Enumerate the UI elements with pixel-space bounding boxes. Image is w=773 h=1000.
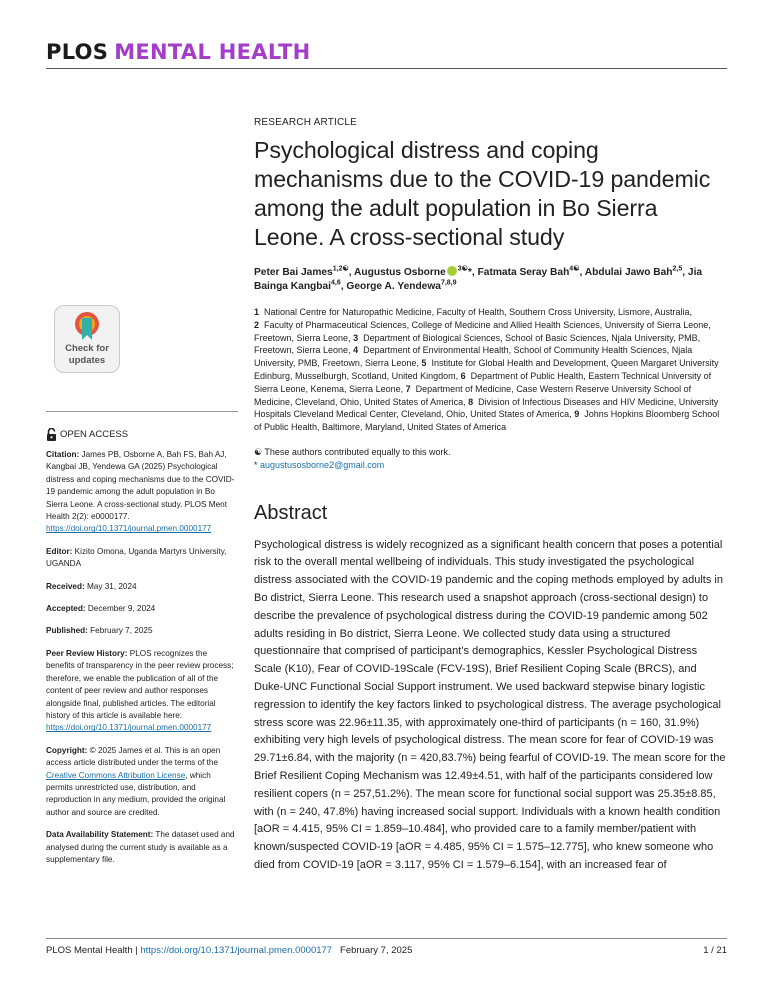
author-separator: , — [348, 267, 355, 278]
received-label: Received: — [46, 581, 85, 591]
copyright-label: Copyright: — [46, 745, 88, 755]
copyright-text: © 2025 James et al. This is an open access article distributed under the terms of the — [46, 745, 221, 768]
author-affiliation-marker: 4,6 — [330, 279, 341, 287]
author-notes — [254, 446, 726, 472]
affiliation-text: Department of Public Health, Eastern Technical University of Sierra Leone, Kenema, Sierra Leone, — [254, 370, 712, 394]
open-access-text: OPEN ACCESS — [60, 429, 129, 440]
journal-name[interactable]: MENTAL HEALTH — [114, 40, 311, 64]
author-entry — [346, 281, 456, 292]
article-sidebar — [46, 305, 238, 866]
accepted-block — [46, 603, 238, 615]
check-for-updates-line2: updates — [68, 355, 106, 366]
abstract-text: Psychological distress is widely recognized as a significant health concern that poses a potential risk to the overall mental wellbeing of individuals. This study investigated the psychological distress associated with the COVID-19 pandemic and the coping methods employed by adults in Bo district, Sierra Leone. This research used a snapshot approach (cross-sectional design) to describe the prevalence of psychological distress during the COVID-19 pandemic among 502 adults residing in Bo district, Sierra Leone. We collected study data using a structured questionnaire that comprised of participant’s demographics, Kessler Psychological Distress Scale (K10), Fear of COVID-19Scale (FCV-19S), Brief Resilient Coping Scale (BRCS), and Duke-UNC Functional Social Support instrument. We used backward stepwise binary logistic regression to identify the key factors linked to psychological distress. The average psychological stress score was 22.96±11.35, with approximately one-third of participants (n = 160, 31.9%) exhibiting very high levels of psychological distress. The mean score for fear of COVID-19 was 29.71±6.84, with the majority (n = 420,83.7%) being fearful of COVID-19. The mean score for the Brief Resilient Coping Mechanism was 12.49±4.51, with half of the participants considered low resilient copers (n = 257,51.2%). The mean score for functional social support was 25.35±8.85, with (n = 240, 47.8%) having increased social support. Individuals with a known health condition [aOR = 4.415, 95% CI = 1.859–10.484], who provided care to a family member/patient with known/suspected COVID-19 [aOR = 4.485, 95% CI = 1.575–12.775], who knew someone who died from COVID-19 [aOR = 3.117, 95% CI = 1.579–6.154], with an increased fear of — [254, 538, 726, 871]
editor-block — [46, 546, 238, 571]
page-footer — [46, 945, 727, 956]
author-separator: , — [340, 281, 347, 292]
open-access-label — [46, 428, 238, 441]
editor-label: Editor: — [46, 546, 73, 556]
open-lock-icon — [46, 428, 57, 441]
affiliation-number: 8 — [468, 396, 474, 407]
author-name: Fatmata Seray Bah — [477, 267, 570, 278]
page-number: 1 / 21 — [703, 945, 727, 956]
check-for-updates-line1: Check for — [65, 343, 109, 354]
affiliation-number: 2 — [254, 319, 260, 330]
affiliation-number: 1 — [254, 307, 260, 317]
affiliation-number: 3 — [353, 332, 359, 343]
author-name: Abdulai Jawo Bah — [584, 267, 673, 278]
affiliation-entry — [254, 307, 692, 317]
affiliation-text: National Centre for Naturopathic Medicine, Faculty of Health, Southern Cross University, Lismore, Australia, — [264, 307, 693, 317]
author-affiliation-marker: 3☯ — [457, 265, 468, 273]
affiliation-text: Faculty of Pharmaceutical Sciences, College of Medicine and Allied Health Sciences, University of Sierra Leone, Freetown, Sierra Leone, — [254, 319, 711, 343]
affiliation-number: 4 — [353, 345, 359, 356]
author-name: Augustus Osborne — [354, 267, 446, 278]
affiliation-list — [254, 306, 726, 434]
corresponding-email-link[interactable]: augustusosborne2@gmail.com — [260, 459, 385, 470]
received-date: May 31, 2024 — [86, 581, 137, 591]
author-affiliation-marker: 1,2☯ — [332, 265, 349, 273]
corresponding-star: * — [467, 267, 472, 278]
corresponding-author-note — [254, 459, 726, 472]
affiliation-number: 6 — [460, 370, 466, 381]
author-affiliation-marker: 4☯ — [569, 265, 580, 273]
affiliation-text: Johns Hopkins Bloomberg School of Public Health, Baltimore, Maryland, United States of America — [254, 409, 720, 433]
affiliation-text: Division of Infectious Diseases and HIV Medicine, University Hospitals Cleveland Medical Center, Cleveland, Ohio, United States of America, — [254, 396, 719, 420]
citation-doi-link[interactable]: https://doi.org/10.1371/journal.pmen.0000177 — [46, 524, 212, 534]
peer-review-link[interactable]: https://doi.org/10.1371/journal.pmen.0000177 — [46, 723, 212, 733]
peer-review-label: Peer Review History: — [46, 648, 128, 658]
published-date: February 7, 2025 — [90, 626, 153, 636]
affiliation-number: 7 — [405, 383, 411, 394]
author-separator: , — [579, 267, 585, 278]
copyright-block — [46, 745, 238, 819]
copyright-text-end: , which permits unrestricted use, distribution, and reproduction in any medium, provided the original author and source are credited. — [46, 770, 226, 817]
published-block — [46, 625, 238, 637]
affiliation-number: 5 — [421, 358, 427, 369]
received-block — [46, 581, 238, 593]
footer-date: February 7, 2025 — [340, 945, 413, 956]
author-affiliation-marker: 7,8,9 — [440, 279, 457, 287]
article-title: Psychological distress and coping mechanisms due to the COVID-19 pandemic among the adult population in Bo Sierra Leone. A cross-sectional study — [254, 137, 711, 250]
data-availability-label: Data Availability Statement: — [46, 830, 154, 840]
journal-header — [46, 40, 311, 66]
footer-journal: PLOS Mental Health | — [46, 945, 138, 956]
affiliation-number: 9 — [574, 409, 580, 420]
article-type: RESEARCH ARTICLE — [254, 117, 358, 128]
author-affiliation-marker: 2,5 — [672, 265, 683, 273]
article-main — [254, 117, 726, 875]
author-separator: , — [471, 267, 478, 278]
author-entry — [354, 267, 478, 278]
author-entry — [254, 267, 354, 278]
license-link[interactable]: Creative Commons Attribution License — [46, 770, 186, 780]
author-entry — [478, 267, 585, 278]
author-name: Peter Bai James — [254, 267, 333, 278]
header-divider — [46, 68, 727, 69]
sidebar-divider — [46, 411, 238, 412]
equal-contribution-note: ☯ These authors contributed equally to this work. — [254, 446, 451, 457]
peer-review-text: PLOS recognizes the benefits of transparency in the peer review process; therefore, we enable the publication of all of the content of peer review and author responses alongside final, published articles. The editorial history of this article is available here: — [46, 648, 234, 720]
plos-logo[interactable]: PLOS — [46, 40, 109, 64]
citation-label: Citation: — [46, 450, 80, 459]
orcid-icon[interactable] — [447, 266, 457, 276]
footer-divider — [46, 938, 727, 939]
corresponding-marker: * — [254, 459, 261, 470]
footer-doi-link[interactable]: https://doi.org/10.1371/journal.pmen.0000177 — [140, 945, 333, 956]
published-label: Published: — [46, 626, 88, 636]
affiliation-text: Department of Environmental Health, School of Community Health Sciences, Njala University, PMB, Freetown, Sierra Leone, — [254, 345, 693, 369]
editor-text: Kizito Omona, Uganda Martyrs University, UGANDA — [46, 546, 227, 569]
data-availability-block — [46, 829, 238, 866]
accepted-date: December 9, 2024 — [87, 604, 156, 614]
author-name: George A. Yendewa — [346, 281, 441, 292]
author-name: Jia Bainga Kangbai — [254, 267, 703, 292]
author-list — [254, 266, 726, 294]
accepted-label: Accepted: — [46, 604, 86, 614]
author-separator: , — [682, 267, 688, 278]
affiliation-text: Department of Biological Sciences, School of Basic Sciences, Njala University, PMB, Freetown, Sierra Leone, — [254, 332, 701, 356]
affiliation-text: Department of Medicine, Case Western Reserve University School of Medicine, Cleveland, Ohio, United States of America, — [254, 383, 692, 407]
data-availability-text: The dataset used and analysed during the current study is available as a supplementary file. — [46, 830, 235, 864]
check-for-updates-button[interactable] — [54, 305, 120, 373]
citation-text: James PB, Osborne A, Bah FS, Bah AJ, Kangbai JB, Yendewa GA (2025) Psychological distress and coping mechanisms due to the COVID-19 pandemic among the adult population in Bo Sierra Leone. A cross-sectional study. PLOS Ment Health 2(2): e0000177. — [46, 450, 235, 522]
bookmark-icon — [74, 312, 100, 342]
peer-review-block — [46, 648, 238, 735]
affiliation-text: Institute for Global Health and Development, Queen Margaret University Edinburg, Musselburgh, Scotland, United Kingdom, — [254, 358, 719, 381]
author-entry — [585, 267, 688, 278]
abstract-heading: Abstract — [254, 501, 328, 524]
citation-block — [46, 449, 238, 536]
